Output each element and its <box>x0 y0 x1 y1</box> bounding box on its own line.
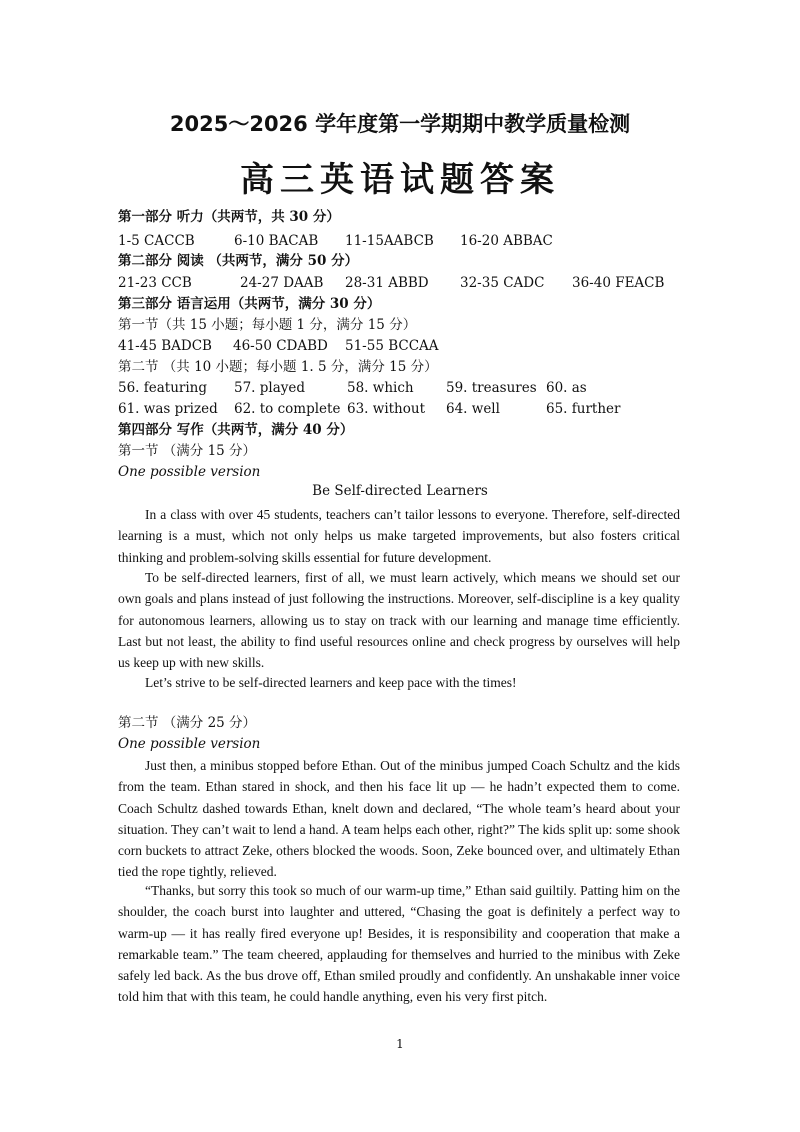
part4-section2-heading: 第二节 （满分 25 分） <box>118 715 257 731</box>
answer-item: 61. was prized <box>118 401 218 417</box>
essay-paragraph: Let’s strive to be self-directed learners and keep pace with the times! <box>145 675 517 690</box>
answer-item: 60. as <box>546 380 587 396</box>
part2-heading: 第二部分 阅读 （共两节，满分 50 分） <box>118 253 359 269</box>
answer-item: 65. further <box>546 401 621 417</box>
part3-section2-heading: 第二节 （共 10 小题；每小题 1. 5 分，满分 15 分） <box>118 359 438 375</box>
part4-section1-heading: 第一节 （满分 15 分） <box>118 443 257 459</box>
exam-subtitle: 2025～2026 学年度第一学期期中教学质量检测 <box>169 112 631 136</box>
answer-item: 59. treasures <box>446 380 537 396</box>
answer-item: 63. without <box>347 401 426 417</box>
part3-heading: 第三部分 语言运用（共两节，满分 30 分） <box>118 296 381 312</box>
essay-paragraph: In a class with over 45 students, teachers can’t tailor lessons to everyone. Therefore, self-directed learning is a must, which not only helps us make targeted improvements, but also fosters critical thinking and problem-solving skills essential for future development. <box>118 507 680 565</box>
answer-item: 57. played <box>234 380 306 396</box>
essay-title: Be Self-directed Learners <box>312 483 488 499</box>
answer-item: 58. which <box>347 380 414 396</box>
answer-group: 28-31 ABBD <box>345 275 429 291</box>
essay-paragraph: To be self-directed learners, first of all, we must learn actively, which means we should set our own goals and plans instead of just following the instructions. Moreover, self-discipline is a key quality for autonomous learners, allowing us to stay on track with our learning and manage time efficiently. Last but not least, the ability to find useful resources online and check progress by ourselves will help us keep up with new skills. <box>118 570 680 671</box>
answer-item: 64. well <box>446 401 500 417</box>
version-label: One possible version <box>118 464 261 480</box>
answer-item: 56. featuring <box>118 380 208 396</box>
answer-group: 51-55 BCCAA <box>345 338 439 354</box>
answer-group: 1-5 CACCB <box>118 233 195 249</box>
answer-group: 36-40 FEACB <box>572 275 665 291</box>
story-paragraph: Just then, a minibus stopped before Ethan. Out of the minibus jumped Coach Schultz and the kids from the team. Ethan stared in shock, and then his face lit up — he hadn’t expected them to come. Coach Schultz dashed towards Ethan, knelt down and declared, “The whole team’s heard about your situation. They can’t wait to lend a hand. A team helps each other, right?” The kids split up: some shook corn buckets to attract Zeke, others blocked the woods. Soon, Zeke bounced over, and ultimately Ethan tied the rope tightly, relieved. <box>118 758 680 880</box>
page-title: 高三英语试题答案 <box>240 160 560 200</box>
answer-group: 11-15AABCB <box>345 233 434 249</box>
answer-group: 46-50 CDABD <box>233 338 328 354</box>
answer-item: 62. to complete <box>234 401 341 417</box>
story-paragraph: “Thanks, but sorry this took so much of our warm-up time,” Ethan said guiltily. Patting him on the shoulder, the coach burst into laughter and uttered, “Chasing the goat is definitely a perfect way to warm-up — it has really fired everyone up! Besides, it is responsibility and cooperation that make a remarkable team.” The team cheered, applauding for themselves and hurried to the minibus with Zeke safely led back. As the bus drove off, Ethan smiled proudly and confidently. An unshakable inner voice told him that with this team, he could handle anything, even his very first pitch. <box>118 883 680 1005</box>
answer-group: 16-20 ABBAC <box>460 233 553 249</box>
answer-group: 32-35 CADC <box>460 275 545 291</box>
answer-group: 24-27 DAAB <box>240 275 324 291</box>
part3-section1-heading: 第一节（共 15 小题；每小题 1 分，满分 15 分） <box>118 317 417 333</box>
answer-group: 6-10 BACAB <box>234 233 319 249</box>
answer-group: 41-45 BADCB <box>118 338 212 354</box>
answer-group: 21-23 CCB <box>118 275 192 291</box>
version-label: One possible version <box>118 736 261 752</box>
page-number: 1 <box>396 1037 404 1051</box>
part4-heading: 第四部分 写作（共两节，满分 40 分） <box>118 422 354 438</box>
part1-heading: 第一部分 听力（共两节，共 30 分） <box>118 209 340 225</box>
